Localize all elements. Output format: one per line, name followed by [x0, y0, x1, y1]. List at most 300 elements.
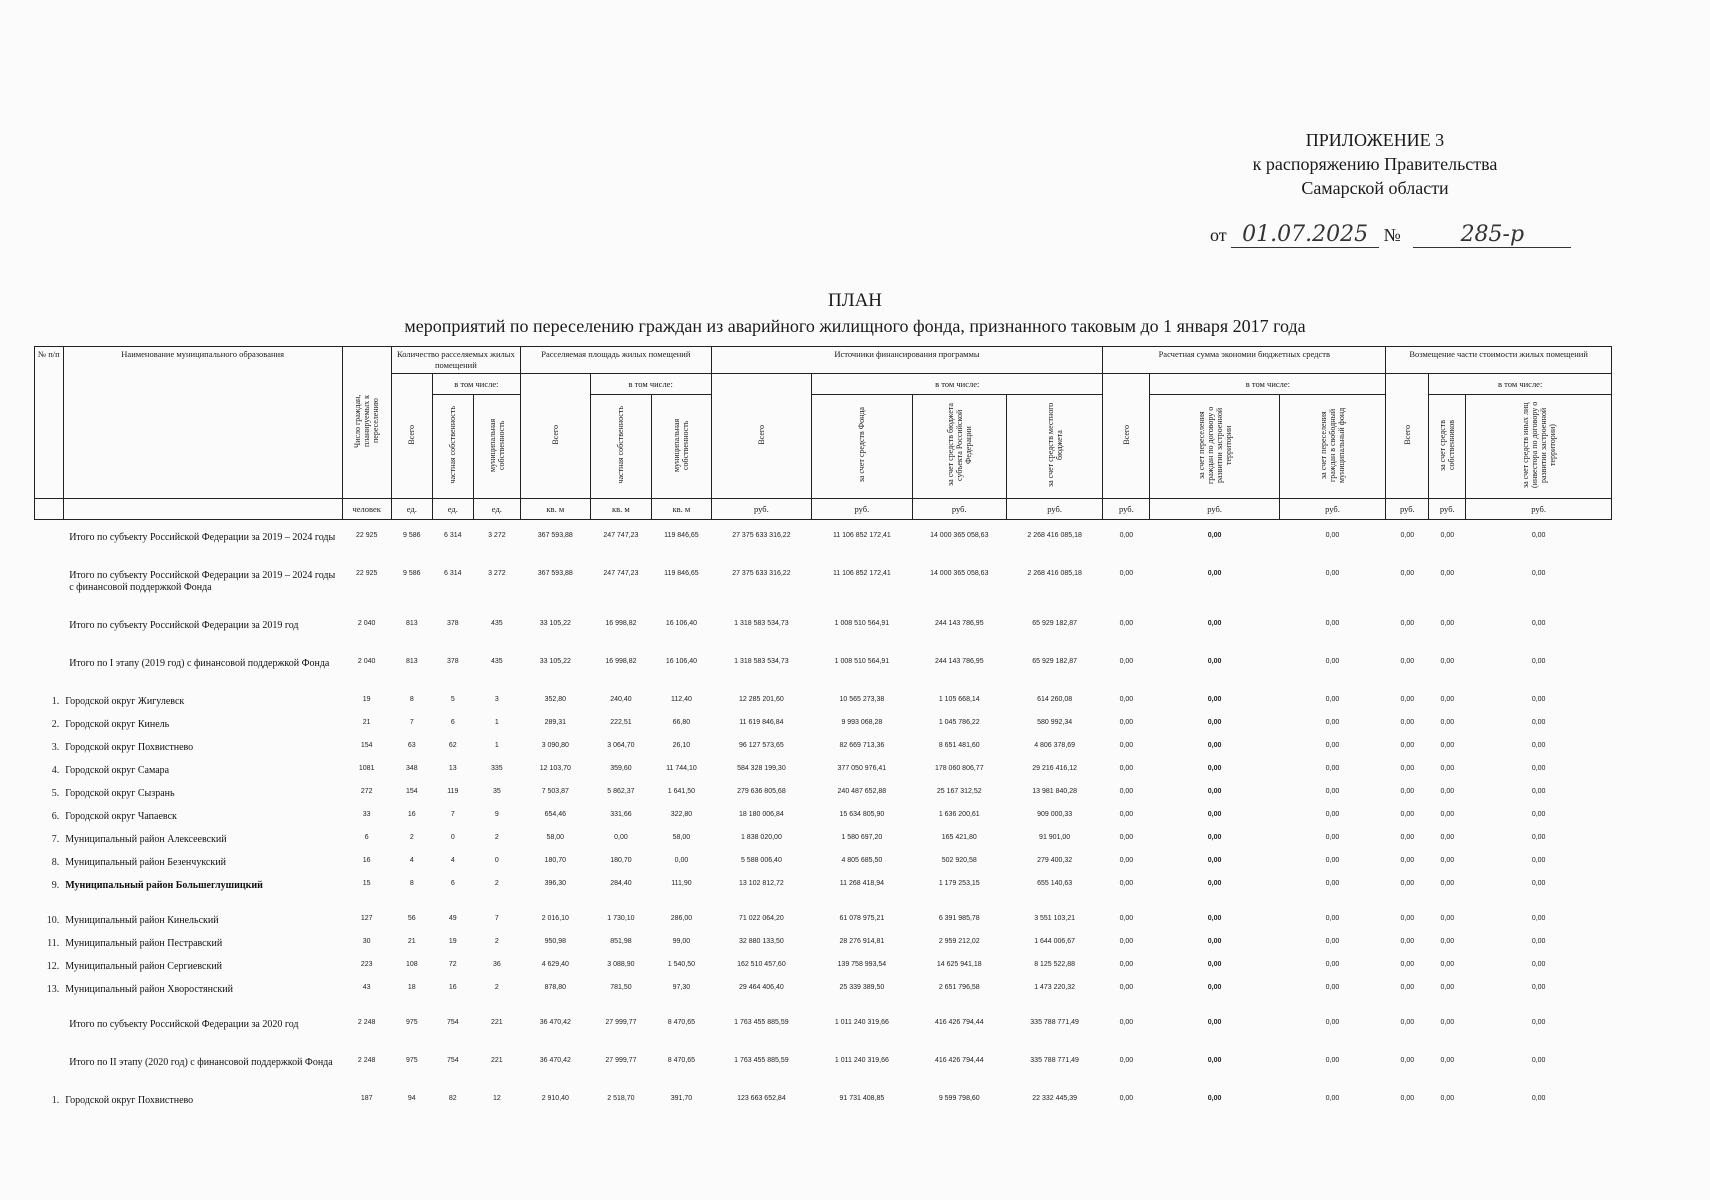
- header-people: Число граждан, планируемых к переселению: [342, 347, 391, 499]
- value-cell: 82 669 713,36: [839, 741, 885, 749]
- value-cell: 0,00: [1119, 657, 1134, 665]
- value-cell: 0,00: [1325, 810, 1340, 818]
- value-cell: 16: [362, 856, 371, 864]
- value-cell: 0,00: [1400, 833, 1415, 841]
- value-cell: 2 959 212,02: [938, 937, 980, 945]
- value-cell: 119: [447, 787, 459, 795]
- row-spacer: [35, 520, 1612, 532]
- value-cell: 0,00: [1440, 741, 1455, 749]
- value-cell: 0,00: [1119, 937, 1134, 945]
- value-cell: 0,00: [1400, 764, 1415, 772]
- row-number: [35, 1057, 64, 1095]
- value-cell: 272: [360, 787, 373, 795]
- value-cell: 3 088,90: [607, 960, 635, 968]
- value-cell: 180,70: [544, 856, 567, 864]
- value-cell: 12: [492, 1094, 501, 1102]
- value-cell: 108: [405, 960, 418, 968]
- value-cell: 6: [450, 718, 455, 726]
- value-cell: 0,00: [1207, 695, 1222, 703]
- header-funding-incl: в том числе:: [812, 374, 1103, 395]
- total-row: [35, 658, 1612, 696]
- value-cell: 0,00: [1119, 569, 1134, 577]
- value-cell: 0,00: [1207, 718, 1222, 726]
- value-cell: 1 540,50: [667, 960, 696, 968]
- value-cell: 19: [362, 695, 371, 703]
- value-cell: 49: [448, 914, 457, 922]
- value-cell: 0,00: [1531, 764, 1546, 772]
- row-number: 12.: [46, 960, 60, 972]
- value-cell: 0,00: [1325, 657, 1340, 665]
- value-cell: 221: [491, 1018, 503, 1026]
- value-cell: 7: [494, 914, 499, 922]
- value-cell: 0,00: [1440, 1056, 1455, 1064]
- value-cell: 0,00: [1207, 810, 1222, 818]
- value-cell: 0,00: [1531, 657, 1546, 665]
- value-cell: 9 993 068,28: [841, 718, 883, 726]
- value-cell: 9 586: [403, 531, 421, 539]
- municipality-name: Итого по I этапу (2019 год) с финансовой поддержкой Фонда: [69, 657, 330, 669]
- value-cell: 82: [448, 1094, 457, 1102]
- value-cell: 1 318 583 534,73: [734, 619, 789, 627]
- value-cell: 119 846,65: [664, 531, 699, 539]
- value-cell: 18: [407, 983, 416, 991]
- value-cell: 0,00: [1440, 764, 1455, 772]
- municipality-name: Итого по субъекту Российской Федерации за 2019 – 2024 годы: [69, 531, 336, 543]
- value-cell: 8: [409, 879, 414, 887]
- unit-rub: руб.: [1386, 499, 1429, 520]
- value-cell: 0,00: [1400, 879, 1415, 887]
- value-cell: 654,46: [544, 810, 567, 818]
- value-cell: 0,00: [1440, 856, 1455, 864]
- value-cell: 0,00: [1119, 856, 1134, 864]
- total-row: [35, 532, 1612, 570]
- value-cell: 16 106,40: [665, 657, 697, 665]
- value-cell: 0,00: [1207, 531, 1222, 539]
- value-cell: 6 314: [444, 531, 462, 539]
- header-savings-total: Всего: [1103, 374, 1150, 499]
- value-cell: 331,66: [610, 810, 632, 818]
- value-cell: 2 518,70: [607, 1094, 635, 1102]
- value-cell: 33: [362, 810, 371, 818]
- value-cell: 9 586: [403, 569, 421, 577]
- value-cell: 0,00: [1531, 856, 1546, 864]
- value-cell: 0,00: [1325, 983, 1340, 991]
- value-cell: 8: [409, 695, 414, 703]
- value-cell: 0,00: [1207, 1018, 1222, 1026]
- value-cell: 0,00: [1325, 695, 1340, 703]
- value-cell: 96 127 573,65: [739, 741, 784, 749]
- value-cell: 378: [446, 619, 459, 627]
- value-cell: 0,00: [1325, 718, 1340, 726]
- value-cell: 1 730,10: [607, 914, 635, 922]
- value-cell: 154: [360, 741, 373, 749]
- value-cell: 63: [407, 741, 416, 749]
- value-cell: 29 216 416,12: [1032, 764, 1077, 772]
- value-cell: 2 268 416 085,18: [1027, 531, 1082, 539]
- value-cell: 1 008 510 564,91: [834, 657, 890, 665]
- value-cell: 0,00: [1440, 695, 1455, 703]
- value-cell: 348: [405, 764, 418, 772]
- value-cell: 0,00: [1119, 879, 1134, 887]
- value-cell: 655 140,63: [1037, 879, 1073, 887]
- table-row: [35, 880, 1612, 903]
- value-cell: 0,00: [674, 856, 689, 864]
- value-cell: 15: [362, 879, 371, 887]
- value-cell: 3 551 103,21: [1034, 914, 1076, 922]
- value-cell: 0,00: [1531, 1094, 1546, 1102]
- value-cell: 27 999,77: [605, 1056, 637, 1064]
- total-row: [35, 1019, 1612, 1057]
- value-cell: 367 593,88: [537, 569, 573, 577]
- unit-units: ед.: [473, 499, 520, 520]
- value-cell: 0,00: [1119, 1056, 1134, 1064]
- value-cell: 6: [450, 879, 455, 887]
- value-cell: 178 060 806,77: [934, 764, 984, 772]
- value-cell: 391,70: [670, 1094, 693, 1102]
- value-cell: 0,00: [1531, 914, 1546, 922]
- value-cell: 1 636 200,61: [938, 810, 980, 818]
- value-cell: 25 167 312,52: [936, 787, 982, 795]
- municipality-name: Городской округ Похвистнево: [65, 741, 194, 753]
- value-cell: 2 016,10: [541, 914, 569, 922]
- municipality-name: Муниципальный район Алексеевский: [65, 833, 227, 845]
- value-cell: 10 565 273,38: [839, 695, 885, 703]
- municipality-name: Итого по субъекту Российской Федерации за 2020 год: [69, 1018, 299, 1030]
- unit-rub: руб.: [1103, 499, 1150, 520]
- row-number: 13.: [46, 983, 60, 995]
- total-row: [35, 620, 1612, 658]
- value-cell: 11 744,10: [666, 764, 697, 772]
- value-cell: 1 838 020,00: [740, 833, 782, 841]
- value-cell: 0,00: [1440, 937, 1455, 945]
- value-cell: 12 103,70: [539, 764, 571, 772]
- value-cell: 335 788 771,49: [1030, 1018, 1079, 1026]
- municipality-name: Муниципальный район Хворостянский: [65, 983, 233, 995]
- value-cell: 139 758 993,54: [837, 960, 887, 968]
- value-cell: 7: [409, 718, 414, 726]
- value-cell: 4 805 685,50: [841, 856, 883, 864]
- unit-rub: руб.: [1429, 499, 1466, 520]
- header-local-budget: за счет средств местного бюджета: [1006, 395, 1102, 499]
- header-compensation: Возмещение части стоимости жилых помещений: [1386, 347, 1612, 374]
- header-resettle-free: за счет переселения граждан в свободный муниципальный фонд: [1279, 395, 1386, 499]
- row-number: 5.: [51, 787, 60, 799]
- plan-body: [35, 520, 1612, 1118]
- value-cell: 3: [494, 695, 499, 703]
- table-row: [35, 984, 1612, 1007]
- value-cell: 43: [362, 983, 371, 991]
- value-cell: 5: [450, 695, 455, 703]
- row-number: 9.: [51, 879, 60, 891]
- value-cell: 0,00: [1531, 1056, 1546, 1064]
- row-number: 7.: [51, 833, 60, 845]
- value-cell: 91 731 408,85: [839, 1094, 885, 1102]
- value-cell: 1: [494, 741, 499, 749]
- value-cell: 0,00: [1531, 531, 1546, 539]
- value-cell: 3 272: [488, 569, 506, 577]
- municipality-name: Итого по субъекту Российской Федерации за 2019 – 2024 годы с финансовой поддержкой Фонда: [69, 569, 336, 593]
- value-cell: 0,00: [1440, 983, 1455, 991]
- value-cell: 584 328 199,30: [737, 764, 786, 772]
- value-cell: 16 998,82: [605, 657, 637, 665]
- value-cell: 2 910,40: [541, 1094, 569, 1102]
- value-cell: 21: [362, 718, 371, 726]
- value-cell: 11 106 852 172,41: [832, 531, 891, 539]
- value-cell: 36 470,42: [539, 1018, 571, 1026]
- value-cell: 813: [405, 657, 418, 665]
- value-cell: 0,00: [1440, 914, 1455, 922]
- municipality-name: Городской округ Похвистнево: [65, 1094, 194, 1106]
- value-cell: 0,00: [1400, 569, 1415, 577]
- row-number: [35, 570, 64, 608]
- value-cell: 279 400,32: [1037, 856, 1073, 864]
- total-row: [35, 570, 1612, 608]
- table-row: [35, 961, 1612, 984]
- value-cell: 91 901,00: [1039, 833, 1071, 841]
- value-cell: 0,00: [1400, 856, 1415, 864]
- value-cell: 58,00: [672, 833, 691, 841]
- value-cell: 187: [360, 1094, 373, 1102]
- value-cell: 18 180 006,84: [739, 810, 784, 818]
- value-cell: 25 339 389,50: [839, 983, 885, 991]
- unit-rub: руб.: [1150, 499, 1279, 520]
- value-cell: 1 318 583 534,73: [734, 657, 789, 665]
- value-cell: 781,50: [610, 983, 632, 991]
- row-number: 11.: [47, 937, 60, 949]
- value-cell: 66,80: [672, 718, 691, 726]
- municipality-name: Городской округ Кинель: [65, 718, 170, 730]
- value-cell: 5 862,37: [607, 787, 635, 795]
- value-cell: 154: [405, 787, 418, 795]
- value-cell: 22 925: [355, 569, 378, 577]
- row-number: 1.: [51, 1094, 60, 1106]
- value-cell: 580 992,34: [1037, 718, 1073, 726]
- value-cell: 2: [494, 937, 499, 945]
- value-cell: 36 470,42: [539, 1056, 571, 1064]
- value-cell: 435: [491, 619, 503, 627]
- value-cell: 22 925: [355, 531, 378, 539]
- value-cell: 13 102 812,72: [739, 879, 784, 887]
- value-cell: 2: [409, 833, 414, 841]
- value-cell: 909 000,33: [1037, 810, 1073, 818]
- appendix-line2: к распоряжению Правительства: [1252, 154, 1498, 174]
- value-cell: 754: [446, 1018, 459, 1026]
- value-cell: 9: [494, 810, 499, 818]
- value-cell: 0,00: [1531, 833, 1546, 841]
- value-cell: 2: [494, 833, 499, 841]
- value-cell: 27 375 633 316,22: [732, 531, 791, 539]
- header-name: Наименование муниципального образования: [63, 347, 342, 499]
- row-number: 1.: [51, 695, 60, 707]
- unit-rub: руб.: [812, 499, 912, 520]
- value-cell: 0,00: [1531, 741, 1546, 749]
- value-cell: 16: [407, 810, 416, 818]
- value-cell: 0,00: [1531, 983, 1546, 991]
- header-rooms-total: Всего: [391, 374, 432, 499]
- value-cell: 0,00: [1400, 657, 1415, 665]
- value-cell: 0,00: [1207, 856, 1222, 864]
- value-cell: 0,00: [1119, 1018, 1134, 1026]
- value-cell: 0,00: [1207, 787, 1222, 795]
- value-cell: 162 510 457,60: [737, 960, 786, 968]
- value-cell: 6 391 985,78: [938, 914, 980, 922]
- value-cell: 180,70: [610, 856, 632, 864]
- table-row: [35, 1095, 1612, 1118]
- value-cell: 614 260,08: [1037, 695, 1073, 703]
- value-cell: 0,00: [1531, 718, 1546, 726]
- value-cell: 4 806 378,69: [1034, 741, 1076, 749]
- value-cell: 0,00: [1207, 914, 1222, 922]
- value-cell: 0,00: [1119, 695, 1134, 703]
- value-cell: 1: [494, 718, 499, 726]
- value-cell: 0,00: [1400, 619, 1415, 627]
- value-cell: 0,00: [1207, 879, 1222, 887]
- value-cell: 0,00: [1531, 787, 1546, 795]
- value-cell: 11 268 418,94: [839, 879, 884, 887]
- order-number: 285-р: [1413, 222, 1571, 248]
- unit-rub: руб.: [1279, 499, 1386, 520]
- value-cell: 335 788 771,49: [1030, 1056, 1079, 1064]
- header-rooms-private: частная собственность: [432, 395, 473, 499]
- value-cell: 0,00: [1531, 937, 1546, 945]
- value-cell: 27 375 633 316,22: [732, 569, 791, 577]
- row-number: 4.: [51, 764, 60, 776]
- value-cell: 2 248: [357, 1056, 376, 1064]
- value-cell: 0,00: [1325, 569, 1340, 577]
- value-cell: 0,00: [1325, 1094, 1340, 1102]
- value-cell: 71 022 064,20: [739, 914, 784, 922]
- value-cell: 754: [446, 1056, 459, 1064]
- value-cell: 32 880 133,50: [739, 937, 784, 945]
- value-cell: 222,51: [610, 718, 632, 726]
- value-cell: 244 143 786,95: [934, 657, 984, 665]
- municipality-name: Итого по II этапу (2020 год) с финансовой поддержкой Фонда: [69, 1056, 333, 1068]
- value-cell: 975: [405, 1018, 418, 1026]
- value-cell: 33 105,22: [539, 657, 571, 665]
- value-cell: 6 314: [444, 569, 462, 577]
- value-cell: 0,00: [1207, 764, 1222, 772]
- value-cell: 0,00: [1325, 764, 1340, 772]
- unit-units: ед.: [391, 499, 432, 520]
- value-cell: 1 008 510 564,91: [834, 619, 890, 627]
- value-cell: 94: [407, 1094, 416, 1102]
- header-area-municipal: муниципальная собственность: [652, 395, 711, 499]
- unit-sqm: кв. м: [652, 499, 711, 520]
- value-cell: 3 272: [488, 531, 506, 539]
- value-cell: 0,00: [1207, 960, 1222, 968]
- value-cell: 1 473 220,32: [1034, 983, 1076, 991]
- value-cell: 0,00: [1119, 531, 1134, 539]
- header-savings-incl: в том числе:: [1150, 374, 1386, 395]
- value-cell: 0,00: [1440, 1094, 1455, 1102]
- doc-subtitle: мероприятий по переселению граждан из аварийного жилищного фонда, признанного таковым до 1 января 2017 года: [404, 316, 1306, 336]
- header-rooms-municipal: муниципальная собственность: [473, 395, 520, 499]
- value-cell: 0,00: [1119, 810, 1134, 818]
- value-cell: 289,31: [544, 718, 567, 726]
- value-cell: 127: [360, 914, 373, 922]
- value-cell: 1 105 668,14: [938, 695, 980, 703]
- row-number: [35, 532, 64, 570]
- value-cell: 0,00: [1440, 879, 1455, 887]
- value-cell: 14 625 941,18: [936, 960, 982, 968]
- value-cell: 65 929 182,87: [1032, 619, 1077, 627]
- value-cell: 4: [409, 856, 414, 864]
- value-cell: 0,00: [1440, 619, 1455, 627]
- value-cell: 359,60: [610, 764, 632, 772]
- row-number: [35, 620, 64, 658]
- unit-units: ед.: [432, 499, 473, 520]
- value-cell: 502 920,58: [941, 856, 977, 864]
- value-cell: 2 268 416 085,18: [1027, 569, 1082, 577]
- value-cell: 240 487 652,88: [837, 787, 887, 795]
- value-cell: 7: [450, 810, 455, 818]
- header-area-private: частная собственность: [590, 395, 652, 499]
- row-number: 2.: [51, 718, 60, 730]
- value-cell: 16: [448, 983, 457, 991]
- unit-rub: руб.: [1466, 499, 1612, 520]
- header-subject-budget: за счет средств бюджета субъекта Российской Федерации: [912, 395, 1006, 499]
- value-cell: 0,00: [1119, 833, 1134, 841]
- header-area-incl: в том числе:: [590, 374, 711, 395]
- value-cell: 0,00: [1325, 914, 1340, 922]
- value-cell: 19: [448, 937, 457, 945]
- value-cell: 2: [494, 879, 499, 887]
- value-cell: 0,00: [1400, 937, 1415, 945]
- row-number: [35, 1019, 64, 1057]
- value-cell: 0,00: [1325, 741, 1340, 749]
- value-cell: 396,30: [544, 879, 567, 887]
- value-cell: 2 651 796,58: [938, 983, 980, 991]
- value-cell: 1081: [358, 764, 375, 772]
- unit-rub: руб.: [912, 499, 1006, 520]
- value-cell: 0,00: [1440, 1018, 1455, 1026]
- row-spacer: [35, 903, 1612, 915]
- unit-cell: [63, 499, 342, 520]
- municipality-name: Итого по субъекту Российской Федерации за 2019 год: [69, 619, 299, 631]
- value-cell: 8 125 522,88: [1034, 960, 1076, 968]
- value-cell: 0,00: [1400, 1018, 1415, 1026]
- value-cell: 0,00: [1325, 1018, 1340, 1026]
- value-cell: 4: [450, 856, 455, 864]
- value-cell: 878,80: [544, 983, 567, 991]
- value-cell: 1 011 240 319,66: [834, 1056, 889, 1064]
- value-cell: 14 000 365 058,63: [930, 531, 989, 539]
- spacer-cell: [35, 1007, 1612, 1019]
- value-cell: 0,00: [1400, 741, 1415, 749]
- value-cell: 12 285 201,60: [739, 695, 784, 703]
- row-number: 10.: [46, 914, 60, 926]
- value-cell: 0,00: [1207, 569, 1222, 577]
- value-cell: 378: [446, 657, 459, 665]
- header-num: № п/п: [35, 347, 64, 499]
- value-cell: 247 747,23: [603, 531, 639, 539]
- value-cell: 0,00: [1400, 787, 1415, 795]
- value-cell: 223: [360, 960, 373, 968]
- header-other-persons: за счет средств иных лиц (инвестора по договору о развитии застроенной территории): [1466, 395, 1612, 499]
- value-cell: 97,30: [672, 983, 691, 991]
- value-cell: 3 064,70: [607, 741, 635, 749]
- spacer-cell: [35, 903, 1612, 915]
- value-cell: 0,00: [614, 833, 628, 841]
- value-cell: 286,00: [670, 914, 693, 922]
- header-rooms: Количество расселяемых жилых помещений: [391, 347, 520, 374]
- value-cell: 111,90: [671, 879, 692, 887]
- table-row: [35, 857, 1612, 880]
- table-row: [35, 811, 1612, 834]
- value-cell: 335: [491, 764, 503, 772]
- value-cell: 72: [448, 960, 457, 968]
- value-cell: 9 599 798,60: [938, 1094, 980, 1102]
